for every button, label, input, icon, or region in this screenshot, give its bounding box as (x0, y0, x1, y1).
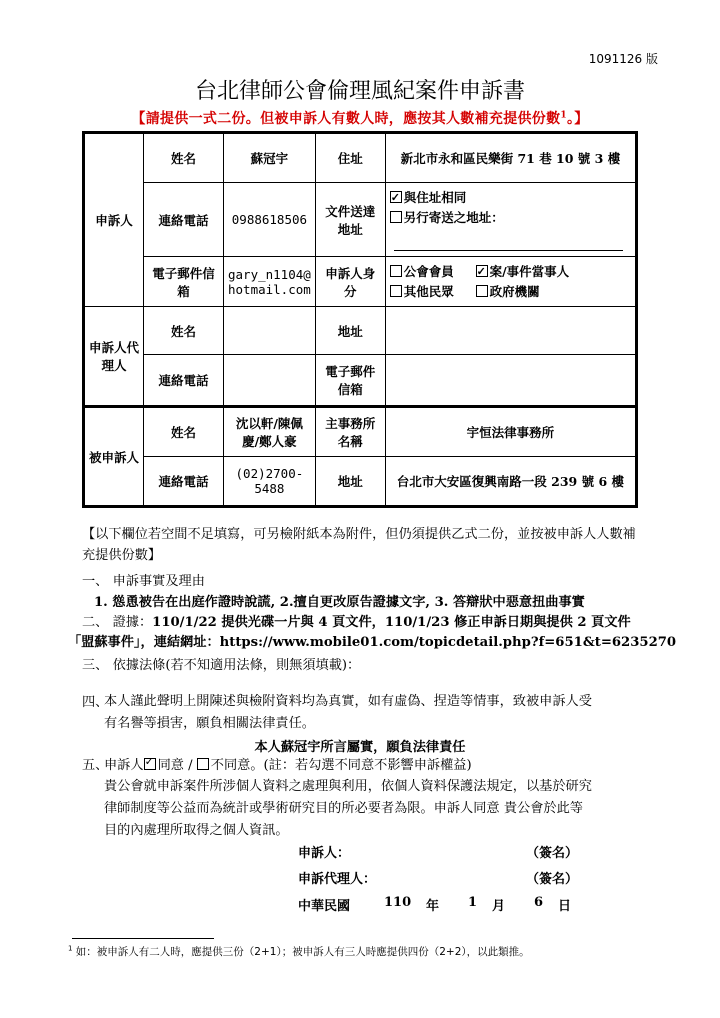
agent-phone-label: 連絡電話 (144, 355, 224, 407)
identity-public-label: 其他民眾 (403, 283, 454, 299)
item4-label: 四、 (82, 695, 109, 710)
respondent-phone[interactable]: (02)2700-5488 (224, 457, 316, 507)
agent-address-label: 地址 (315, 307, 385, 355)
identity-party-checkbox[interactable] (476, 265, 488, 277)
item2-row (82, 611, 642, 630)
complainant-address-label: 住址 (315, 133, 385, 183)
consent-agree-checkbox[interactable] (144, 758, 156, 770)
respondent-phone-label: 連絡電話 (144, 457, 224, 507)
respondent-address[interactable]: 台北市大安區復興南路一段 239 號 6 樓 (385, 457, 636, 507)
agent-email-label: 電子郵件信箱 (315, 355, 385, 407)
item1-label: 一、 申訴事實及理由 (82, 574, 205, 589)
footnote: $^1$ 如：被申訴人有二人時，應提供三份（2+1）；被申訴人有三人時應提供四份（2+2），以此類推。 (68, 944, 530, 958)
identity-public-checkbox[interactable] (390, 285, 402, 297)
other-address-input[interactable] (394, 240, 623, 251)
complainant-email[interactable]: gary_n1104@ hotmail.com (224, 257, 316, 307)
agent-email[interactable] (385, 355, 636, 407)
item4-text: 本人謹此聲明上開陳述與檢附資料均為真實，如有虛偽、捏造等情事，致被申訴人受 有名譽等損害，願負相關法律責任。 (104, 694, 592, 731)
agent-name-label: 姓名 (144, 307, 224, 355)
signature-agent-label: 申訴代理人： (298, 872, 377, 887)
complainant-name[interactable]: 蘇冠宇 (224, 133, 316, 183)
consent-disagree-checkbox[interactable] (197, 758, 209, 770)
complaint-form-table (82, 131, 638, 508)
date-year-unit: 年 (426, 899, 440, 914)
agent-phone[interactable] (224, 355, 316, 407)
identity-options (385, 257, 636, 307)
date-prefix: 中華民國 (298, 899, 351, 914)
declaration: 本人蘇冠宇所言屬實，願負法律責任 (254, 740, 466, 755)
agent-name[interactable] (224, 307, 316, 355)
item5-consent: 申訴人✓ 同意 / 不同意。(註：若勾選不同意不影響申訴權益) (104, 754, 644, 773)
other-address-checkbox[interactable] (390, 211, 402, 223)
date-day-unit: 日 (558, 899, 572, 914)
same-address-label: 與住址相同 (403, 190, 467, 205)
doc-address-label: 文件送達地址 (315, 183, 385, 257)
item1-content[interactable]: 1. 慫恿被告在出庭作證時說謊, 2.擅自更改原告證據文字, 3. 答辯狀中惡意扭曲事實 (94, 595, 585, 610)
complainant-name-label: 姓名 (144, 133, 224, 183)
identity-gov-checkbox[interactable] (476, 285, 488, 297)
complainant-phone-label: 連絡電話 (144, 183, 224, 257)
item2-content-cont[interactable]: 「盟蘇事件」，連結網址：https://www.mobile01.com/topicdetail.php?f=651&t=6235270 (68, 635, 677, 650)
copies-notice: 【請提供一式二份。但被申訴人有數人時，應按其人數補充提供份數$^1$。】 (131, 110, 589, 127)
identity-member-label: 公會會員 (403, 263, 454, 279)
agent-section-label: 申訴人代理人 (84, 307, 144, 407)
complainant-email-label: 電子郵件信箱 (144, 257, 224, 307)
complainant-phone[interactable]: 0988618506 (224, 183, 316, 257)
date-year[interactable]: 110 (384, 895, 412, 910)
respondent-name[interactable]: 沈以軒/陳佩慶/鄭人豪 (224, 407, 316, 457)
item5-label: 五、 (82, 758, 109, 773)
respondent-address-label: 地址 (315, 457, 385, 507)
item2-label: 二、 證據： (82, 615, 153, 630)
respondent-section-label: 被申訴人 (84, 407, 144, 507)
date-day[interactable]: 6 (534, 895, 544, 910)
other-address-label: 另行寄送之地址： (403, 210, 504, 225)
version-label: 1091126 版 (588, 52, 658, 66)
signature-agent-sign[interactable]: （簽名） (526, 872, 579, 887)
respondent-name-label: 姓名 (144, 407, 224, 457)
agent-address[interactable] (385, 307, 636, 355)
identity-label: 申訴人身分 (315, 257, 385, 307)
complainant-address[interactable]: 新北市永和區民樂街 71 巷 10 號 3 樓 (385, 133, 636, 183)
identity-member-checkbox[interactable] (390, 265, 402, 277)
page-title: 台北律師公會倫理風紀案件申訴書 (194, 79, 525, 104)
instructions-note: 【以下欄位若空間不足填寫，可另檢附紙本為附件，但仍須提供乙式二份，並按被申訴人人數補充提供份數】 (82, 527, 636, 563)
footnote-divider (72, 938, 214, 939)
item5-text: 貴公會就申訴案件所涉個人資料之處理與利用，依個人資料保護法規定，以基於研究 律師制度等公益而為統計或學術研究目的所必要者為限。申訴人同意 貴公會於此等 目的內處理所取得之個人資訊。 (104, 779, 592, 838)
identity-gov-label: 政府機關 (489, 283, 540, 299)
doc-address-options (385, 183, 636, 257)
respondent-office[interactable]: 宇恒法律事務所 (385, 407, 636, 457)
footnote-ref: 1 (560, 110, 567, 121)
item2-content: 110/1/22 提供光碟一片與 4 頁文件，110/1/23 修正申訴日期與提供 2 頁文件 (152, 615, 631, 630)
date-month[interactable]: 1 (468, 895, 478, 910)
complainant-section-label: 申訴人 (84, 133, 144, 307)
signature-complainant-sign[interactable]: （簽名） (526, 846, 579, 861)
same-address-checkbox[interactable] (390, 191, 402, 203)
date-month-unit: 月 (492, 899, 506, 914)
item3-label: 三、 依據法條(若不知適用法條，則無須填載)： (82, 658, 361, 673)
signature-complainant-label: 申訴人： (298, 846, 351, 861)
identity-party-label: 案/事件當事人 (489, 263, 570, 279)
respondent-office-label: 主事務所名稱 (315, 407, 385, 457)
